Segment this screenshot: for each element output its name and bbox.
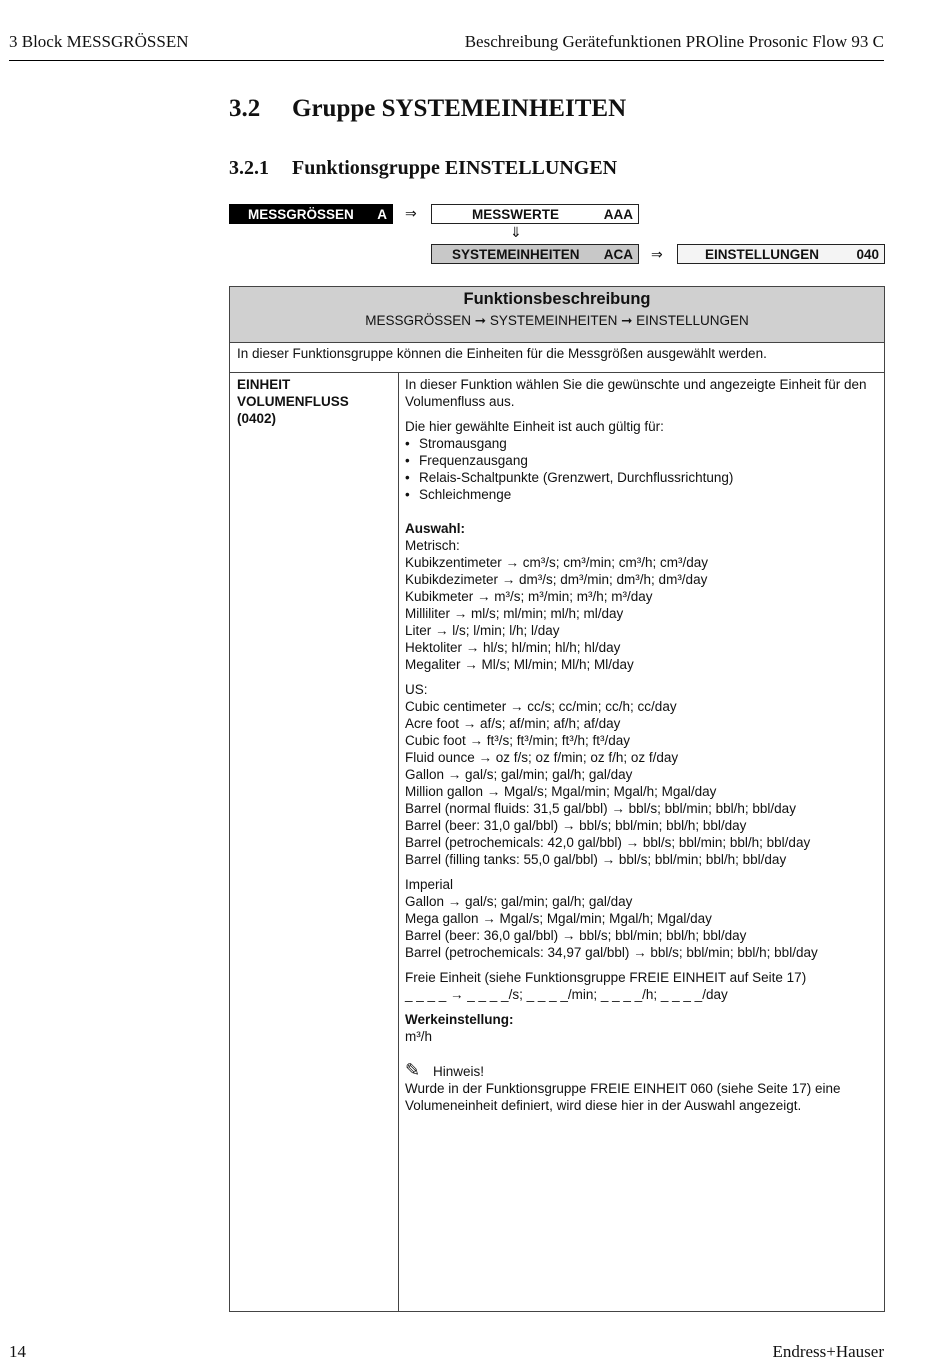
- nav-group-box-systemeinheiten: [431, 244, 639, 264]
- header-chapter: 3 Block MESSGRÖSSEN: [9, 32, 189, 51]
- nav-arrow-down-icon: ⇓: [510, 224, 522, 240]
- subsection-heading: [229, 157, 617, 180]
- us-label: US:: [405, 682, 428, 697]
- pencil-note-icon: ✎: [405, 1060, 421, 1080]
- nav-group-label: SYSTEMEINHEITEN: [452, 246, 580, 262]
- us-option: Barrel (petrochemicals: 42,0 gal/bbl) → bbl/s; bbl/min; bbl/h; bbl/day: [405, 835, 811, 850]
- metric-option: Kubikdezimeter → dm³/s; dm³/min; dm³/h; dm³/day: [405, 572, 708, 587]
- brand-logo-text: Endress+Hauser: [772, 1342, 884, 1361]
- list-item: • Relais-Schaltpunkte (Grenzwert, Durchflussrichtung): [405, 469, 880, 486]
- metric-option: Kubikzentimeter → cm³/s; cm³/min; cm³/h; cm³/day: [405, 555, 709, 570]
- metric-option: Hektoliter → hl/s; hl/min; hl/h; hl/day: [405, 640, 621, 655]
- table-title: Funktionsbeschreibung: [463, 290, 651, 308]
- nav-group-code: ACA: [603, 246, 633, 262]
- nav-arrow-right-icon: ⇒: [651, 246, 663, 262]
- nav-fgroup-code: 040: [856, 246, 879, 262]
- table-path: MESSGRÖSSEN ➞ SYSTEMEINHEITEN ➞ EINSTELLUNGEN: [365, 313, 749, 328]
- section-number: 3.2: [229, 95, 261, 122]
- imperial-option: Gallon → gal/s; gal/min; gal/h; gal/day: [405, 894, 633, 909]
- function-code: (0402): [237, 411, 277, 426]
- function-name-line: EINHEIT: [237, 377, 291, 392]
- imperial-option: Barrel (beer: 36,0 gal/bbl) → bbl/s; bbl/min; bbl/h; bbl/day: [405, 928, 747, 943]
- us-option: Barrel (normal fluids: 31,5 gal/bbl) → bbl/s; bbl/min; bbl/h; bbl/day: [405, 801, 796, 816]
- page-number: 14: [9, 1342, 26, 1361]
- nav-block-code: A: [377, 206, 387, 222]
- list-item: • Frequenzausgang: [405, 452, 880, 469]
- metric-option: Milliliter → ml/s; ml/min; ml/h; ml/day: [405, 606, 624, 621]
- free-unit-text: Freie Einheit (siehe Funktionsgruppe FREIE EINHEIT auf Seite 17): [405, 970, 807, 985]
- default-label: Werkeinstellung:: [405, 1012, 514, 1027]
- valid-for-intro: Die hier gewählte Einheit ist auch gültig für:: [405, 419, 664, 434]
- imperial-option: Mega gallon → Mgal/s; Mgal/min; Mgal/h; Mgal/day: [405, 911, 712, 926]
- us-option: Acre foot → af/s; af/min; af/h; af/day: [405, 716, 621, 731]
- metric-option: Megaliter → Ml/s; Ml/min; Ml/h; Ml/day: [405, 657, 634, 672]
- free-unit-pattern: _ _ _ _ → _ _ _ _/s; _ _ _ _/min; _ _ _ _/h; _ _ _ _/day: [405, 987, 728, 1002]
- subsection-title: Funktionsgruppe EINSTELLUNGEN: [292, 157, 618, 179]
- metric-option: Kubikmeter → m³/s; m³/min; m³/h; m³/day: [405, 589, 653, 604]
- us-option: Million gallon → Mgal/s; Mgal/min; Mgal/h; Mgal/day: [405, 784, 717, 799]
- function-description-cell: [405, 376, 880, 1114]
- table-header: [230, 287, 884, 343]
- subsection-number: 3.2.1: [229, 157, 269, 179]
- header-rule: [9, 60, 884, 61]
- us-option: Barrel (filling tanks: 55,0 gal/bbl) → bbl/s; bbl/min; bbl/h; bbl/day: [405, 852, 787, 867]
- note-heading: [405, 1062, 880, 1080]
- nav-arrow-right-icon: ⇒: [405, 205, 417, 221]
- column-divider: [398, 373, 399, 1311]
- section-title: Gruppe SYSTEMEINHEITEN: [292, 95, 627, 122]
- function-name-cell: [237, 376, 349, 427]
- auswahl-label: Auswahl:: [405, 521, 466, 536]
- function-desc: In dieser Funktion wählen Sie die gewünschte und angezeigte Einheit für den Volumenfluss aus.: [405, 377, 867, 409]
- nav-block-box: [229, 204, 393, 224]
- function-table: [229, 286, 885, 1312]
- table-intro: In dieser Funktionsgruppe können die Einheiten für die Messgrößen ausgewählt werden.: [230, 343, 884, 373]
- nav-group-box-messwerte: [431, 204, 639, 224]
- metric-option: Liter → l/s; l/min; l/h; l/day: [405, 623, 560, 638]
- us-option: Gallon → gal/s; gal/min; gal/h; gal/day: [405, 767, 633, 782]
- us-option: Fluid ounce → oz f/s; oz f/min; oz f/h; oz f/day: [405, 750, 679, 765]
- list-item: • Stromausgang: [405, 435, 880, 452]
- us-option: Cubic centimeter → cc/s; cc/min; cc/h; cc/day: [405, 699, 677, 714]
- imperial-label: Imperial: [405, 877, 454, 892]
- nav-block-label: MESSGRÖSSEN: [248, 206, 354, 222]
- default-value: m³/h: [405, 1029, 432, 1044]
- nav-fgroup-label: EINSTELLUNGEN: [705, 246, 820, 262]
- nav-fgroup-box: [677, 244, 885, 264]
- us-option: Barrel (beer: 31,0 gal/bbl) → bbl/s; bbl/min; bbl/h; bbl/day: [405, 818, 747, 833]
- note-text: Wurde in der Funktionsgruppe FREIE EINHEIT 060 (siehe Seite 17) eine Volumeneinheit definiert, wird diese hier in der Auswahl angezeigt.: [405, 1081, 841, 1113]
- nav-group-code: AAA: [603, 206, 633, 222]
- us-option: Cubic foot → ft³/s; ft³/min; ft³/h; ft³/day: [405, 733, 631, 748]
- nav-group-label: MESSWERTE: [472, 206, 560, 222]
- metric-label: Metrisch:: [405, 538, 460, 553]
- header-doc-title: Beschreibung Gerätefunktionen PROline Prosonic Flow 93 C: [464, 32, 884, 51]
- imperial-option: Barrel (petrochemicals: 34,97 gal/bbl) → bbl/s; bbl/min; bbl/h; bbl/day: [405, 945, 818, 960]
- note-title: Hinweis!: [433, 1064, 485, 1079]
- function-name-line: VOLUMENFLUSS: [237, 394, 349, 409]
- section-heading: [229, 95, 626, 123]
- list-item: • Schleichmenge: [405, 486, 880, 503]
